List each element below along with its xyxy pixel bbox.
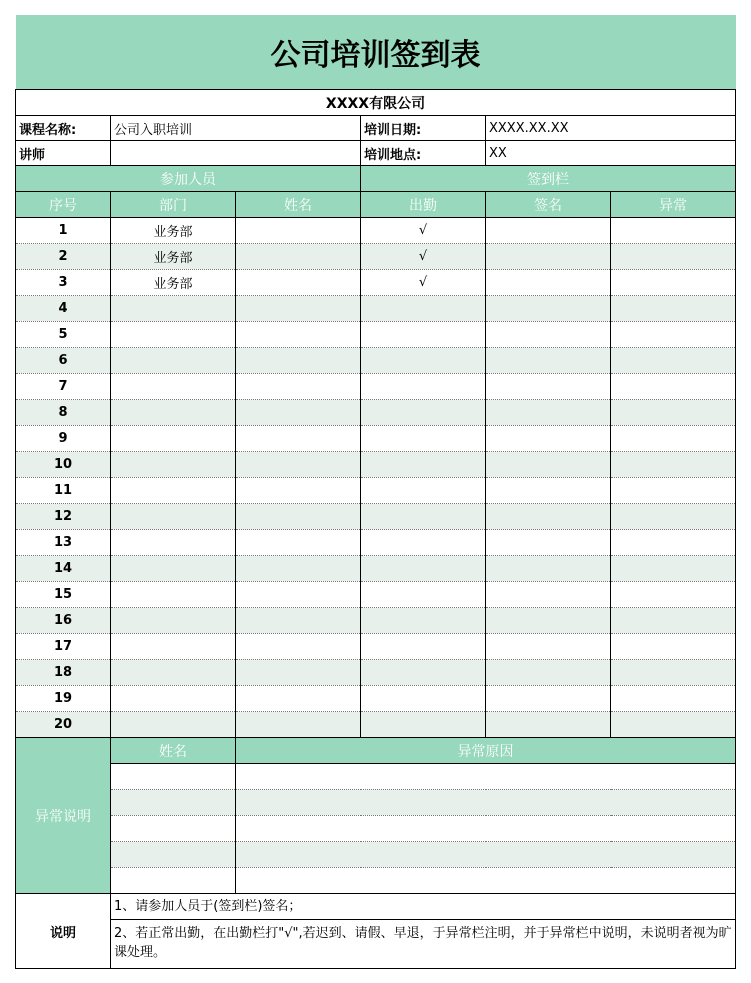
sheet-table — [15, 15, 736, 969]
abnormal-reason-header: 异常原因 — [236, 738, 736, 764]
signature-cell[interactable] — [486, 608, 611, 634]
column-header-sign: 签名 — [486, 192, 611, 218]
row-number-cell: 16 — [16, 608, 111, 634]
name-cell[interactable] — [236, 348, 361, 374]
abnormal-cell[interactable] — [611, 374, 736, 400]
abnormal-cell[interactable] — [611, 296, 736, 322]
attendance-cell[interactable]: √ — [361, 270, 486, 296]
participants-group-header: 参加人员 — [16, 166, 361, 192]
table-row — [16, 582, 736, 608]
department-cell[interactable]: 业务部 — [111, 218, 236, 244]
table-row — [16, 400, 736, 426]
abnormal-reason-cell[interactable] — [236, 842, 736, 868]
table-row — [16, 348, 736, 374]
attendance-cell[interactable] — [361, 660, 486, 686]
abnormal-reason-cell[interactable] — [236, 816, 736, 842]
attendance-cell[interactable] — [361, 478, 486, 504]
signature-cell[interactable] — [486, 686, 611, 712]
name-cell[interactable] — [236, 452, 361, 478]
abnormal-name-cell[interactable] — [111, 842, 236, 868]
table-row — [16, 608, 736, 634]
course-name-label: 课程名称: — [16, 116, 111, 141]
row-number-cell: 15 — [16, 582, 111, 608]
department-cell[interactable] — [111, 322, 236, 348]
abnormal-cell[interactable] — [611, 582, 736, 608]
abnormal-row — [16, 764, 736, 790]
name-cell[interactable] — [236, 426, 361, 452]
department-cell[interactable] — [111, 348, 236, 374]
column-header-name: 姓名 — [236, 192, 361, 218]
name-cell[interactable] — [236, 504, 361, 530]
attendance-cell[interactable] — [361, 296, 486, 322]
signature-cell[interactable] — [486, 712, 611, 738]
name-cell[interactable] — [236, 244, 361, 270]
signature-cell[interactable] — [486, 426, 611, 452]
abnormal-cell[interactable] — [611, 530, 736, 556]
attendance-cell[interactable] — [361, 374, 486, 400]
name-cell[interactable] — [236, 270, 361, 296]
signature-cell[interactable] — [486, 556, 611, 582]
row-number-cell: 6 — [16, 348, 111, 374]
name-cell[interactable] — [236, 634, 361, 660]
abnormal-cell[interactable] — [611, 634, 736, 660]
company-name: XXXX有限公司 — [16, 90, 736, 116]
abnormal-reason-cell[interactable] — [236, 868, 736, 894]
department-cell[interactable] — [111, 712, 236, 738]
abnormal-name-cell[interactable] — [111, 764, 236, 790]
abnormal-reason-cell[interactable] — [236, 764, 736, 790]
signature-cell[interactable] — [486, 374, 611, 400]
abnormal-cell[interactable] — [611, 660, 736, 686]
signature-cell[interactable] — [486, 478, 611, 504]
abnormal-cell[interactable] — [611, 452, 736, 478]
abnormal-cell[interactable] — [611, 322, 736, 348]
attendance-cell[interactable] — [361, 504, 486, 530]
abnormal-row — [16, 842, 736, 868]
row-number-cell: 11 — [16, 478, 111, 504]
abnormal-cell[interactable] — [611, 400, 736, 426]
row-number-cell: 19 — [16, 686, 111, 712]
department-cell[interactable] — [111, 686, 236, 712]
attendance-cell[interactable] — [361, 452, 486, 478]
abnormal-row — [16, 868, 736, 894]
row-number-cell: 14 — [16, 556, 111, 582]
signature-cell[interactable] — [486, 582, 611, 608]
abnormal-cell[interactable] — [611, 218, 736, 244]
name-cell[interactable] — [236, 400, 361, 426]
attendance-cell[interactable] — [361, 608, 486, 634]
row-number-cell: 18 — [16, 660, 111, 686]
table-row — [16, 660, 736, 686]
abnormal-name-cell[interactable] — [111, 868, 236, 894]
department-cell[interactable] — [111, 530, 236, 556]
row-number-cell: 10 — [16, 452, 111, 478]
column-header-no: 序号 — [16, 192, 111, 218]
signature-cell[interactable] — [486, 348, 611, 374]
attendance-cell[interactable] — [361, 348, 486, 374]
abnormal-cell[interactable] — [611, 348, 736, 374]
row-number-cell: 17 — [16, 634, 111, 660]
notes-line-1: 1、请参加人员于(签到栏)签名； — [111, 894, 736, 920]
department-cell[interactable] — [111, 660, 236, 686]
signature-cell[interactable] — [486, 218, 611, 244]
name-cell[interactable] — [236, 556, 361, 582]
name-cell[interactable] — [236, 712, 361, 738]
attendance-cell[interactable] — [361, 322, 486, 348]
abnormal-cell[interactable] — [611, 478, 736, 504]
attendance-cell[interactable] — [361, 712, 486, 738]
name-cell[interactable] — [236, 608, 361, 634]
teacher-value[interactable] — [111, 141, 361, 166]
department-cell[interactable] — [111, 374, 236, 400]
name-cell[interactable] — [236, 322, 361, 348]
row-number-cell: 13 — [16, 530, 111, 556]
table-row — [16, 452, 736, 478]
training-place-value[interactable]: XX — [486, 141, 736, 166]
table-row — [16, 634, 736, 660]
row-number-cell: 2 — [16, 244, 111, 270]
abnormal-cell[interactable] — [611, 426, 736, 452]
attendance-cell[interactable] — [361, 582, 486, 608]
sign-in-sheet — [15, 15, 735, 969]
training-date-label: 培训日期: — [361, 116, 486, 141]
attendance-cell[interactable] — [361, 686, 486, 712]
attendance-cell[interactable] — [361, 634, 486, 660]
abnormal-section — [16, 738, 736, 894]
table-row — [16, 374, 736, 400]
course-name-value[interactable]: 公司入职培训 — [111, 116, 361, 141]
abnormal-cell[interactable] — [611, 270, 736, 296]
row-number-cell: 1 — [16, 218, 111, 244]
signature-cell[interactable] — [486, 530, 611, 556]
column-header-attend: 出勤 — [361, 192, 486, 218]
training-place-label: 培训地点: — [361, 141, 486, 166]
attendance-cell[interactable] — [361, 556, 486, 582]
row-number-cell: 5 — [16, 322, 111, 348]
abnormal-cell[interactable] — [611, 608, 736, 634]
row-number-cell: 8 — [16, 400, 111, 426]
name-cell[interactable] — [236, 686, 361, 712]
signature-cell[interactable] — [486, 504, 611, 530]
signature-cell[interactable] — [486, 270, 611, 296]
table-row — [16, 270, 736, 296]
department-cell[interactable]: 业务部 — [111, 244, 236, 270]
signature-cell[interactable] — [486, 660, 611, 686]
table-row — [16, 530, 736, 556]
training-date-value[interactable]: XXXX.XX.XX — [486, 116, 736, 141]
table-row — [16, 712, 736, 738]
abnormal-cell[interactable] — [611, 244, 736, 270]
department-cell[interactable] — [111, 556, 236, 582]
table-row — [16, 686, 736, 712]
name-cell[interactable] — [236, 218, 361, 244]
column-header-abnormal: 异常 — [611, 192, 736, 218]
notes-label: 说明 — [16, 894, 111, 969]
signin-group-header: 签到栏 — [361, 166, 736, 192]
abnormal-name-cell[interactable] — [111, 816, 236, 842]
department-cell[interactable] — [111, 478, 236, 504]
abnormal-row — [16, 790, 736, 816]
name-cell[interactable] — [236, 582, 361, 608]
name-cell[interactable] — [236, 374, 361, 400]
department-cell[interactable] — [111, 400, 236, 426]
name-cell[interactable] — [236, 478, 361, 504]
signature-cell[interactable] — [486, 452, 611, 478]
abnormal-name-cell[interactable] — [111, 790, 236, 816]
notes-line-2: 2、若正常出勤，在出勤栏打"√",若迟到、请假、早退，于异常栏注明，并于异常栏中说明，未说明者视为旷课处理。 — [111, 920, 736, 969]
abnormal-row — [16, 816, 736, 842]
abnormal-name-header: 姓名 — [111, 738, 236, 764]
department-cell[interactable] — [111, 582, 236, 608]
name-cell[interactable] — [236, 530, 361, 556]
abnormal-section-label: 异常说明 — [16, 738, 111, 894]
signature-cell[interactable] — [486, 244, 611, 270]
row-number-cell: 4 — [16, 296, 111, 322]
signature-cell[interactable] — [486, 634, 611, 660]
attendance-cell[interactable] — [361, 530, 486, 556]
name-cell[interactable] — [236, 296, 361, 322]
teacher-label: 讲师 — [16, 141, 111, 166]
department-cell[interactable] — [111, 296, 236, 322]
attendance-rows — [16, 218, 736, 738]
department-cell[interactable] — [111, 634, 236, 660]
abnormal-reason-cell[interactable] — [236, 790, 736, 816]
row-number-cell: 12 — [16, 504, 111, 530]
table-row — [16, 504, 736, 530]
attendance-cell[interactable] — [361, 400, 486, 426]
table-row — [16, 244, 736, 270]
row-number-cell: 7 — [16, 374, 111, 400]
signature-cell[interactable] — [486, 400, 611, 426]
table-row — [16, 322, 736, 348]
column-header-dept: 部门 — [111, 192, 236, 218]
abnormal-cell[interactable] — [611, 712, 736, 738]
attendance-cell[interactable]: √ — [361, 244, 486, 270]
page-title: 公司培训签到表 — [16, 15, 736, 90]
row-number-cell: 20 — [16, 712, 111, 738]
table-row — [16, 218, 736, 244]
table-row — [16, 556, 736, 582]
signature-cell[interactable] — [486, 322, 611, 348]
signature-cell[interactable] — [486, 296, 611, 322]
department-cell[interactable] — [111, 608, 236, 634]
abnormal-cell[interactable] — [611, 504, 736, 530]
department-cell[interactable] — [111, 452, 236, 478]
table-row — [16, 478, 736, 504]
abnormal-cell[interactable] — [611, 686, 736, 712]
department-cell[interactable] — [111, 426, 236, 452]
name-cell[interactable] — [236, 660, 361, 686]
row-number-cell: 9 — [16, 426, 111, 452]
attendance-cell[interactable]: √ — [361, 218, 486, 244]
department-cell[interactable]: 业务部 — [111, 270, 236, 296]
row-number-cell: 3 — [16, 270, 111, 296]
attendance-cell[interactable] — [361, 426, 486, 452]
table-row — [16, 296, 736, 322]
abnormal-cell[interactable] — [611, 556, 736, 582]
table-row — [16, 426, 736, 452]
department-cell[interactable] — [111, 504, 236, 530]
